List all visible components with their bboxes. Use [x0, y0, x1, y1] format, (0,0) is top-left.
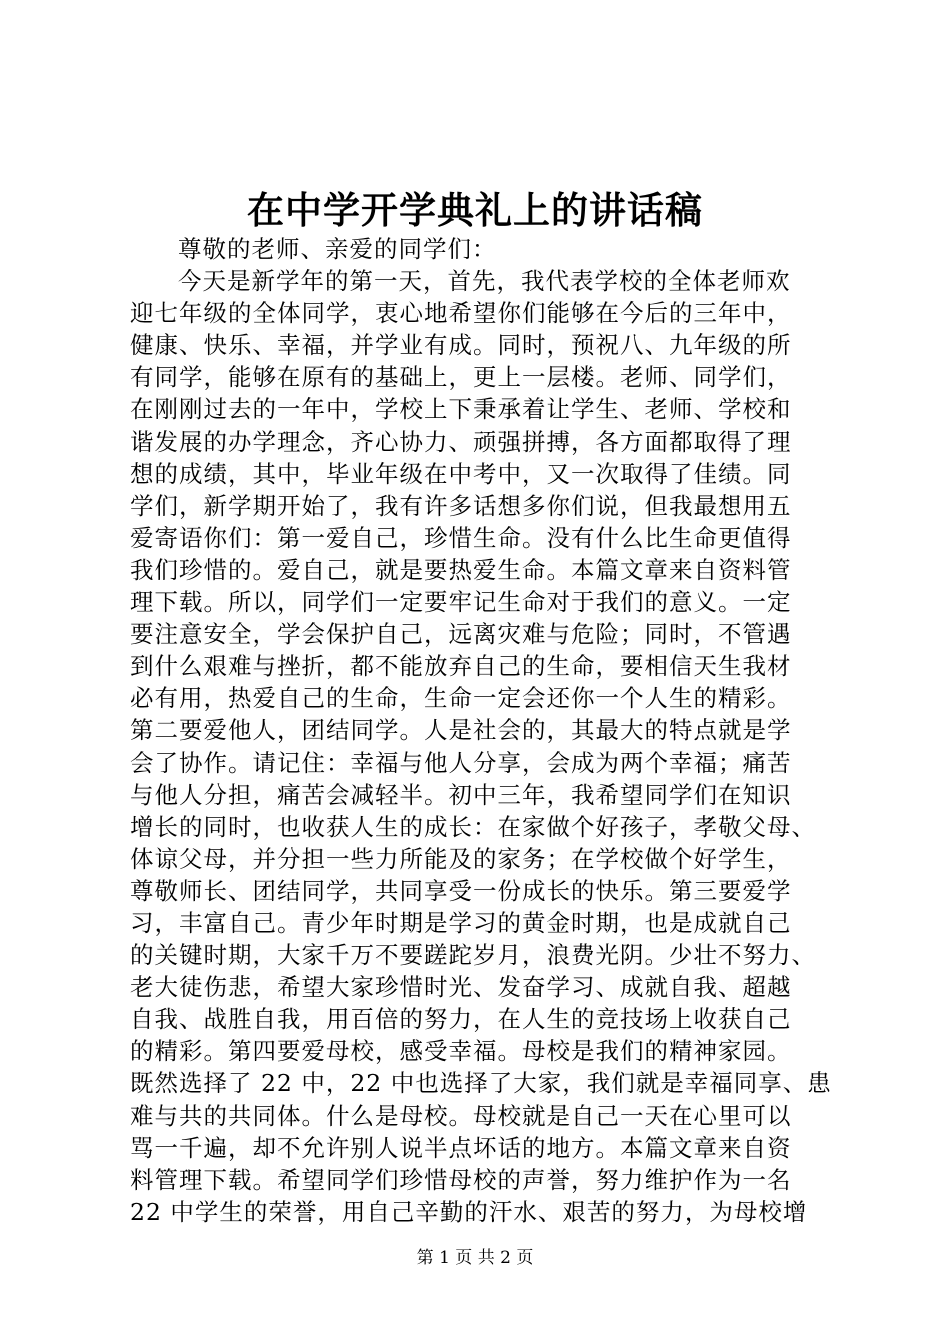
body-line: 22 中学生的荣誉，用自己辛勤的汗水、艰苦的努力，为母校增 [130, 1197, 808, 1226]
body-line: 必有用，热爱自己的生命，生命一定会还你一个人生的精彩。 [130, 684, 792, 713]
greeting-line: 尊敬的老师、亲爱的同学们： [178, 235, 497, 263]
body-line: 习，丰富自己。青少年时期是学习的黄金时期，也是成就自己 [130, 908, 792, 937]
body-line: 到什么艰难与挫折，都不能放弃自己的生命，要相信天生我材 [130, 652, 792, 681]
body-line: 难与共的共同体。什么是母校。母校就是自己一天在心里可以 [130, 1101, 792, 1130]
body-line: 理下载。所以，同学们一定要牢记生命对于我们的意义。一定 [130, 588, 792, 617]
body-line: 体谅父母，并分担一些力所能及的家务；在学校做个好学生， [130, 844, 792, 873]
body-line: 会了协作。请记住：幸福与他人分享，会成为两个幸福；痛苦 [130, 748, 792, 777]
body-line: 爱寄语你们：第一爱自己，珍惜生命。没有什么比生命更值得 [130, 523, 792, 552]
document-title: 在中学开学典礼上的讲话稿 [247, 188, 703, 232]
document-body [130, 233, 830, 1228]
body-line: 健康、快乐、幸福，并学业有成。同时，预祝八、九年级的所 [130, 331, 792, 360]
body-line: 老大徒伤悲，希望大家珍惜时光、发奋学习、成就自我、超越 [130, 973, 792, 1002]
body-line: 我们珍惜的。爱自己，就是要热爱生命。本篇文章来自资料管 [130, 555, 792, 584]
body-line: 学们，新学期开始了，我有许多话想多你们说，但我最想用五 [130, 491, 792, 520]
body-line: 谐发展的办学理念，齐心协力、顽强拼搏，各方面都取得了理 [130, 427, 792, 456]
body-line: 第二要爱他人，团结同学。人是社会的，其最大的特点就是学 [130, 716, 792, 745]
body-line: 增长的同时，也收获人生的成长：在家做个好孩子，孝敬父母、 [130, 812, 816, 841]
body-line: 既然选择了 22 中，22 中也选择了大家，我们就是幸福同享、患 [130, 1069, 832, 1098]
body-line: 今天是新学年的第一天，首先，我代表学校的全体老师欢 [178, 267, 791, 296]
body-line: 骂一千遍，却不允许别人说半点坏话的地方。本篇文章来自资 [130, 1133, 792, 1162]
body-line: 要注意安全，学会保护自己，远离灾难与危险；同时，不管遇 [130, 620, 792, 649]
body-line: 想的成绩，其中，毕业年级在中考中，又一次取得了佳绩。同 [130, 459, 792, 488]
body-line: 迎七年级的全体同学，衷心地希望你们能够在今后的三年中， [130, 299, 792, 328]
body-line: 的精彩。第四要爱母校，感受幸福。母校是我们的精神家园。 [130, 1037, 792, 1066]
body-line: 在刚刚过去的一年中，学校上下秉承着让学生、老师、学校和 [130, 395, 792, 424]
body-line: 有同学，能够在原有的基础上，更上一层楼。老师、同学们， [130, 363, 792, 392]
body-line: 料管理下载。希望同学们珍惜母校的声誉，努力维护作为一名 [130, 1165, 792, 1194]
body-line: 自我、战胜自我，用百倍的努力，在人生的竞技场上收获自己 [130, 1005, 792, 1034]
page-number-footer: 第 1 页 共 2 页 [416, 1248, 534, 1268]
body-line: 的关键时期，大家千万不要蹉跎岁月，浪费光阴。少壮不努力、 [130, 941, 816, 970]
body-line: 尊敬师长、团结同学，共同享受一份成长的快乐。第三要爱学 [130, 876, 792, 905]
body-line: 与他人分担，痛苦会减轻半。初中三年，我希望同学们在知识 [130, 780, 792, 809]
